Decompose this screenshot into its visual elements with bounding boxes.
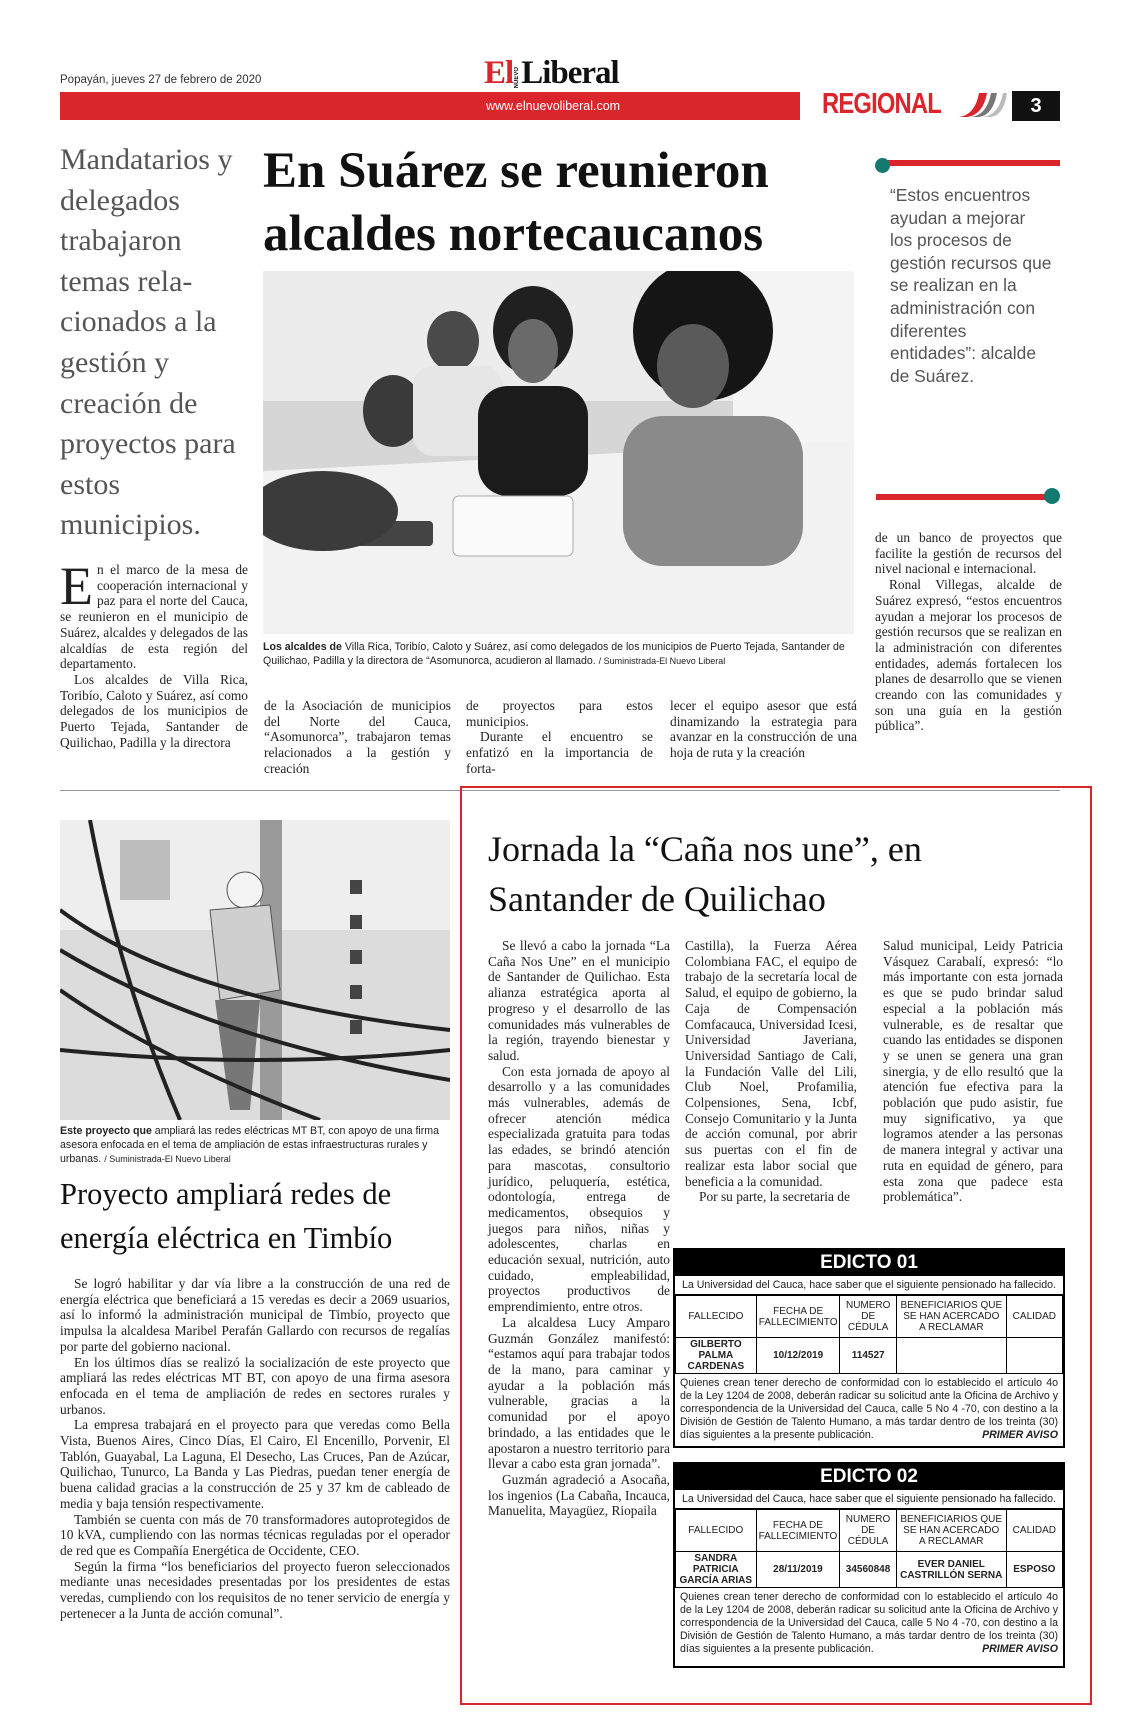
meeting-caption-lead: Los alcaldes de — [263, 641, 342, 653]
suarez-col-5 — [875, 530, 1062, 734]
cana-col2-para-1: Castilla), la Fuerza Aérea Colombiana FAC, el equipo de trabajo de la secretaría local de Salud, el equipo de gobierno, la Caja de Compensación Comfacauca, Universidad Icesi, Universidad Javeriana, Universidad Santiago de Cali, la Fundación Valle del Lili, Club Noel, Profamilia, Colpensiones, Sena, Icbf, Consejo Comunitario y la Junta de acción comunal, por abrir sus puertas con el fin de realizar esta labor social que beneficia a la comunidad. — [685, 938, 857, 1189]
edicto-02-table — [675, 1509, 1063, 1588]
table-header-row — [676, 1296, 1063, 1338]
edicto-01-aviso: PRIMER AVISO — [982, 1429, 1058, 1441]
logo-nuevo: NUEVO — [514, 66, 521, 88]
table-header-cell: BENEFICIARIOS QUE SE HAN ACERCADO A RECLAMAR — [896, 1510, 1006, 1552]
table-cell: 34560848 — [840, 1552, 896, 1588]
table-cell: GILBERTO PALMA CARDENAS — [676, 1338, 757, 1374]
table-header-cell: NUMERO DE CÉDULA — [840, 1296, 896, 1338]
cana-col1-para-2: Con esta jornada de apoyo al desarrollo y a las comunidades más vulnerables, además de ofrecer atención médica especializada gratuita para todas las edades, se brindó atención para mascotas, consultorio jurídico, peluquería, estética, odontología, entrega de medicamentos, obsequios y juegos para niños, niñas y adolescentes, charlas en educación sexual, nutrición, auto cuidado, empleabilidad, proyectos productivos de emprendimiento, entre otros. — [488, 1063, 670, 1315]
table-header-cell: BENEFICIARIOS QUE SE HAN ACERCADO A RECLAMAR — [896, 1296, 1006, 1338]
table-header-cell: NUMERO DE CÉDULA — [840, 1510, 896, 1552]
edicto-01-intro: La Universidad del Cauca, hace saber que el siguiente pensionado ha fallecido. — [675, 1276, 1063, 1295]
kicker: Mandatarios y delegados trabajaron temas rela-cionados a la gestión y creación de proyectos para estos municipios. — [60, 143, 236, 542]
page-number: 3 — [1030, 95, 1042, 117]
suarez-col-3 — [466, 698, 653, 777]
cana-col1-para-1: Se llevó a cabo la jornada “La Caña Nos Une” en el municipio de Santander de Quilichao. Esta alianza estratégica aporta al progreso y el desarrollo de las comunidades más vulnerables de la región, trayendo bienestar y salud. — [488, 938, 670, 1063]
cana-col-3 — [883, 938, 1063, 1205]
meeting-photo — [263, 271, 854, 634]
logo-liberal: Liberal — [521, 55, 619, 91]
suarez-col-2 — [264, 698, 451, 777]
timbio-body — [60, 1276, 450, 1621]
timbio-para-2: En los últimos días se realizó la socialización de este proyecto que ampliará las redes eléctricas MT BT, con apoyo de una firma asesora enfocada en el tema de ampliación de redes en sectores rurales y urbanos. — [60, 1354, 450, 1417]
timbio-para-3: La empresa trabajará en el proyecto para que veredas como Bella Vista, Buenos Aires, Cinco Días, El Cairo, El Encenillo, Porvenir, El Tablón, Guayabal, La Laguna, El Desecho, Las Cruces, Pan de Azúcar, Quilichao, Tunurco, La Banda y Las Piedras, puedan tener energía de buena calidad gracias a la construcción de 25 y 37 km de cableado de media y baja tensión respectivamente. — [60, 1417, 450, 1511]
edicto-01-notice-text: Quienes crean tener derecho de conformidad con lo establecido el artículo 4o de la Ley 1204 de 2008, deberán radicar su solicitud ante la Oficina de Archivo y correspondencia de la Universidad del Cauca, calle 5 No 4 -70, con destino a la División de Gestión de Talento Humano, a más tardar dentro de los treinta (30) días siguientes a la presente publicación. — [680, 1377, 1058, 1441]
cana-col3-text: Salud municipal, Leidy Patricia Vásquez Carabalí, expresó: “lo más importante con esta jornada es que se pudo brindar salud especial a la población más vulnerable, es de resaltar que cuando las entidades se disponen y se unen se genera una gran sinergia, y de ello resultó que la atención fue efectiva para la población que pudo asistir, fue muy significativo, ya que logramos atender a las personas de manera integral y activar una ruta en equidad de género, para esta zona que padece esta problemática”. — [883, 938, 1063, 1205]
cana-col-2 — [685, 938, 857, 1205]
electrician-photo — [60, 820, 450, 1120]
table-row — [676, 1338, 1063, 1374]
edicto-02-title: EDICTO 02 — [675, 1464, 1063, 1490]
table-header-cell: FECHA DE FALLECIMIENTO — [756, 1296, 840, 1338]
suarez-para-2: Los alcaldes de Villa Rica, Toribío, Caloto y Suárez, así como delegados de los municipios de Puerto Tejada, Santander de Quilichao, Padilla y la directora — [60, 671, 248, 750]
cana-col-1 — [488, 938, 670, 1519]
edicto-02-aviso: PRIMER AVISO — [982, 1643, 1058, 1655]
pullquote-bottom-dot — [1044, 488, 1060, 504]
table-header-cell: FECHA DE FALLECIMIENTO — [756, 1510, 840, 1552]
timbio-para-1: Se logró habilitar y dar vía libre a la construcción de una red de energía eléctrica que beneficiará a 15 veredas es decir a 2069 usuarios, así lo informó la administración municipal de Timbío, proyecto que impulsa la alcaldesa Maribel Perafán Gallardo con recursos de regalías por parte del gobierno nacional. — [60, 1276, 450, 1354]
cana-col2-para-2: Por su parte, la secretaria de — [699, 1189, 850, 1205]
pullquote-bottom-rule — [876, 494, 1050, 500]
electrician-caption-credit: / Suministrada-El Nuevo Liberal — [104, 1154, 231, 1164]
pullquote: “Estos encuentros ayudan a mejorar los procesos de gestión recursos que se realizan en la administración con diferentes entidades”: alcalde de Suárez. — [890, 185, 1052, 386]
suarez-col3-text: de proyectos para estos municipios. — [466, 698, 653, 729]
timbio-para-5: Según la firma “los beneficiarios del proyecto fueron seleccionados mediante unas necesidades presentadas por los presidentes de estas veredas, cumpliendo con los requisitos de no tener servicio de energía y pertenecer a la Junta de acción comunal”. — [60, 1558, 450, 1621]
timbio-para-4: También se cuenta con más de 70 transformadores autoprotegidos de 10 kVA, cumpliendo con las normas técnicas reguladas por el operador de red que es Compañía Energética de Occidente, CEO. — [60, 1511, 450, 1558]
table-cell: 114527 — [840, 1338, 896, 1374]
edicto-01-title: EDICTO 01 — [675, 1250, 1063, 1276]
suarez-col5-para-1: de un banco de proyectos que facilite la gestión de recursos del nivel nacional e internacional. — [875, 530, 1062, 577]
table-cell: 10/12/2019 — [756, 1338, 840, 1374]
table-header-row — [676, 1510, 1063, 1552]
suarez-para-1: En el marco de la mesa de cooperación internacional y paz para el norte del Cauca, se reunieron en el municipio de Suárez, alcaldes y delegados de las alcaldías de esta región del departamento. — [60, 556, 248, 672]
electrician-photo-caption — [60, 1124, 450, 1166]
pullquote-top-rule — [878, 160, 1060, 166]
edicto-01-notice — [675, 1374, 1063, 1445]
section-swoosh-icon — [957, 91, 1007, 119]
electrician-caption-lead: Este proyecto que — [60, 1125, 152, 1137]
table-cell: SANDRA PATRICIA GARCÍA ARIAS — [676, 1552, 757, 1588]
table-cell: 28/11/2019 — [756, 1552, 840, 1588]
edicto-01-table — [675, 1295, 1063, 1374]
meeting-caption-text: Villa Rica, Toribío, Caloto y Suárez, así como delegados de los municipios de Puerto Tejada, Santander de Quilichao, Padilla y la directora de “Asomunorca, acudieron al llamado. — [263, 641, 845, 667]
table-cell: ESPOSO — [1006, 1552, 1062, 1588]
table-cell — [1006, 1338, 1062, 1374]
dateline: Popayán, jueves 27 de febrero de 2020 — [60, 74, 262, 86]
header-red-bar — [60, 92, 800, 120]
table-row — [676, 1552, 1063, 1588]
edicto-02-notice-text: Quienes crean tener derecho de conformidad con lo establecido el artículo 4o de la Ley 1204 de 2008, deberán radicar su solicitud ante la Oficina de Archivo y correspondencia de la Universidad del Cauca, calle 5 No 4 -70, con destino a la División de Gestión de Talento Humano, a más tardar dentro de los treinta (30) días siguientes a la presente publicación. — [680, 1591, 1058, 1655]
suarez-col3b-text: Durante el encuentro se enfatizó en la importancia de forta- — [466, 729, 653, 776]
headline-suarez: En Suárez se reunieron alcaldes nortecaucanos — [263, 143, 769, 262]
meeting-photo-caption — [263, 640, 855, 668]
electrician-photo-illustration — [60, 820, 450, 1120]
page-number-box — [1012, 91, 1060, 121]
headline-cana: Jornada la “Caña nos une”, en Santander de Quilichao — [488, 829, 922, 919]
suarez-col-4 — [670, 698, 857, 761]
suarez-col4-text: lecer el equipo asesor que está dinamizando la estrategia para avanzar en la construcción de una hoja de ruta y la creación — [670, 698, 857, 761]
table-cell — [896, 1338, 1006, 1374]
table-header-cell: CALIDAD — [1006, 1510, 1062, 1552]
pullquote-top-dot — [875, 158, 890, 173]
table-header-cell: FALLECIDO — [676, 1510, 757, 1552]
suarez-col5-para-2: Ronal Villegas, alcalde de Suárez expresó, “estos encuentros ayudan a mejorar los procesos de gestión recursos que se realizan en la administración con diferentes entidades, además fortalecen los planes de desarrollo que se vienen creando con las comunidades y son una guía en la gestión pública”. — [875, 577, 1062, 734]
electrician-caption-text: ampliará las redes eléctricas MT BT, con apoyo de una firma asesora enfocada en el tema de ampliación de estas infraestructuras rurales y urbanas. — [60, 1125, 439, 1165]
cana-col1-para-3: La alcaldesa Lucy Amparo Guzmán González manifestó: “estamos aquí para trabajar todos de la mano, para caminar y ayudar a la población más vulnerable, gracias a la comunidad por el apoyo brindado, a las entidades que le apostaron a nuestro territorio para llevar a cabo esta gran jornada”. — [488, 1314, 670, 1472]
meeting-photo-illustration — [263, 271, 854, 634]
logo-el: El — [484, 55, 514, 91]
table-header-cell: CALIDAD — [1006, 1296, 1062, 1338]
suarez-col2-text: de la Asociación de municipios del Norte del Cauca, “Asomunorca”, trabajaron temas relacionados a la gestión y creación — [264, 698, 451, 776]
website-url: www.elnuevoliberal.com — [486, 99, 621, 113]
edicto-01 — [673, 1248, 1065, 1448]
edicto-02 — [673, 1462, 1065, 1668]
edicto-02-notice — [675, 1588, 1063, 1659]
meeting-caption-credit: / Suministrada-El Nuevo Liberal — [598, 656, 726, 666]
cana-col1-para-4: Guzmán agradeció a Asocaña, los ingenios (La Cabaña, Incauca, Manuelita, Mayagüez, Riopaila — [488, 1471, 670, 1519]
section-label: REGIONAL — [822, 88, 941, 120]
edicto-02-intro: La Universidad del Cauca, hace saber que el siguiente pensionado ha fallecido. — [675, 1490, 1063, 1509]
masthead-logo — [484, 55, 619, 92]
headline-timbio: Proyecto ampliará redes de energía eléctrica en Timbío — [60, 1177, 393, 1255]
table-cell: EVER DANIEL CASTRILLÓN SERNA — [896, 1552, 1006, 1588]
suarez-col-1 — [60, 556, 248, 750]
table-header-cell: FALLECIDO — [676, 1296, 757, 1338]
